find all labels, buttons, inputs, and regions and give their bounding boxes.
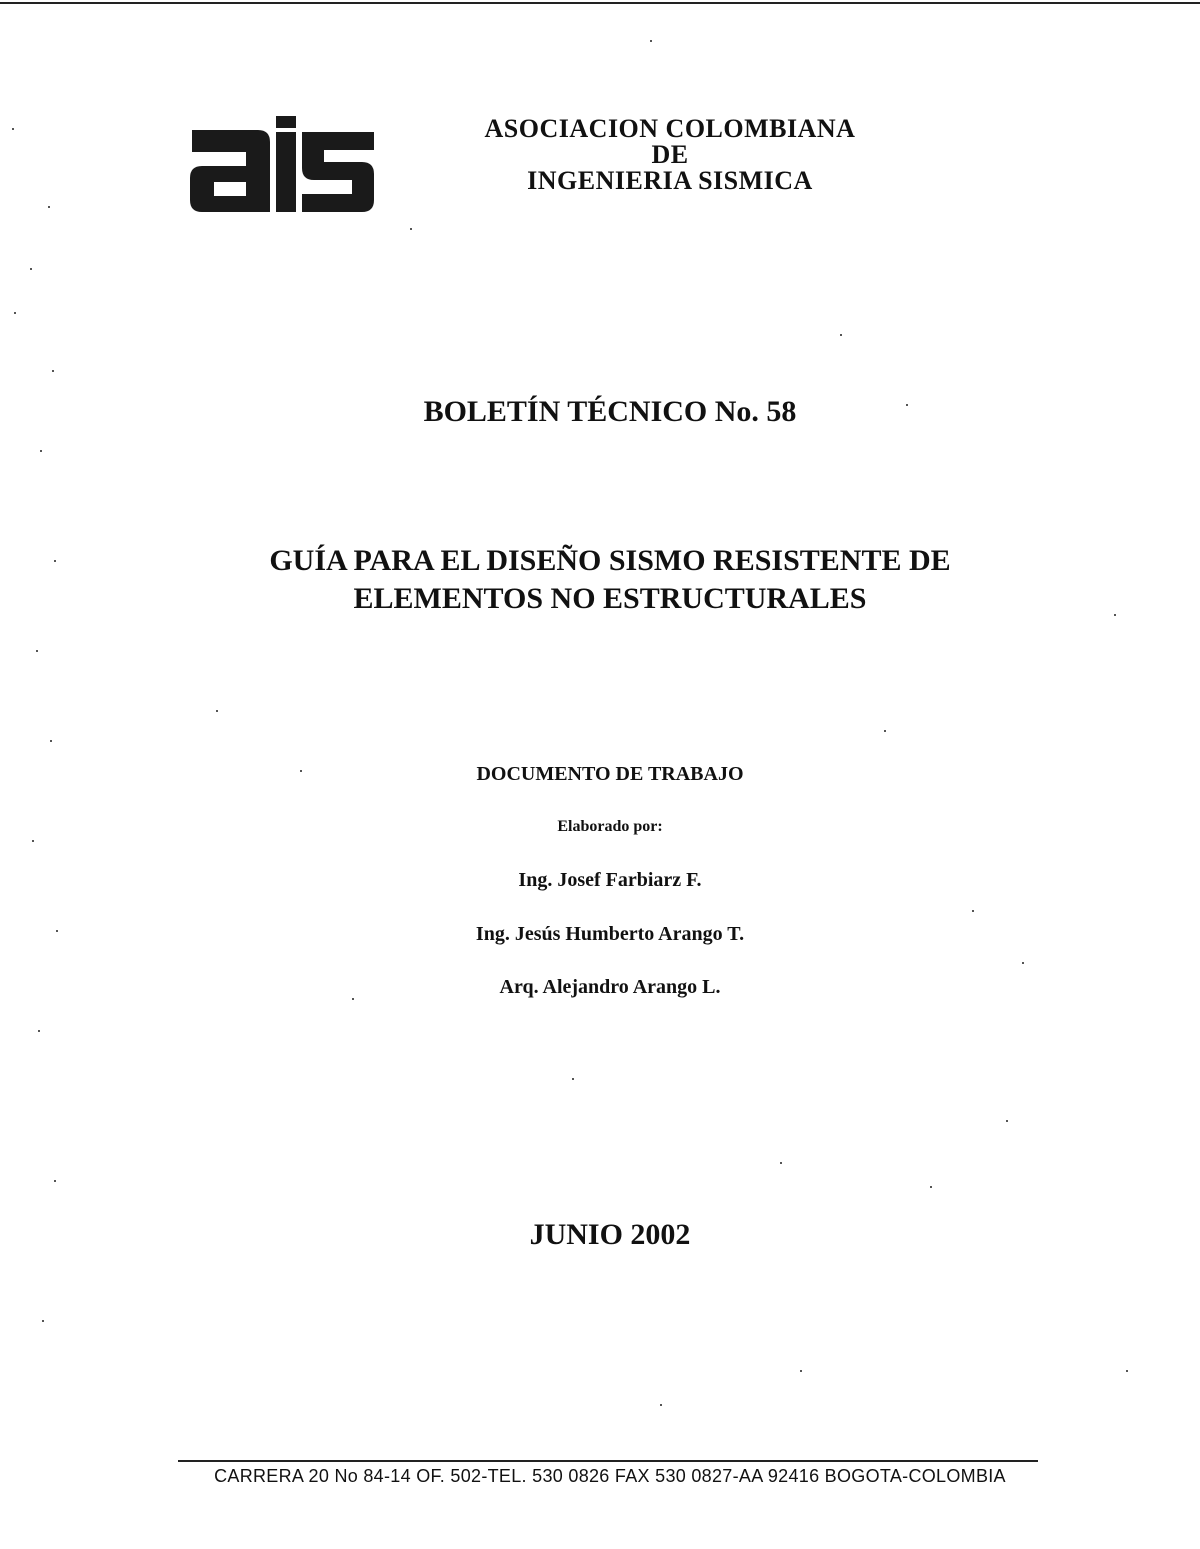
document-title bbox=[200, 542, 1020, 618]
top-border-line bbox=[0, 2, 1200, 4]
bulletin-number: BOLETÍN TÉCNICO No. 58 bbox=[423, 395, 797, 428]
footer-divider bbox=[178, 1460, 1038, 1462]
author-3: Arq. Alejandro Arango L. bbox=[499, 976, 721, 998]
org-line-1: ASOCIACION COLOMBIANA bbox=[484, 114, 856, 143]
org-line-3: INGENIERIA SISMICA bbox=[527, 166, 813, 195]
org-line-2: DE bbox=[651, 140, 689, 169]
ais-logo-icon bbox=[188, 116, 378, 216]
title-line-2: ELEMENTOS NO ESTRUCTURALES bbox=[353, 582, 867, 615]
prepared-by-label: Elaborado por: bbox=[557, 818, 663, 835]
author-2: Ing. Jesús Humberto Arango T. bbox=[475, 923, 745, 945]
footer-address: CARRERA 20 No 84-14 OF. 502-TEL. 530 0826 FAX 530 0827-AA 92416 BOGOTA-COLOMBIA bbox=[214, 1466, 1006, 1486]
title-line-1: GUÍA PARA EL DISEÑO SISMO RESISTENTE DE bbox=[269, 544, 951, 577]
organization-name bbox=[450, 116, 890, 194]
author-1: Ing. Josef Farbiarz F. bbox=[518, 869, 702, 891]
publication-date: JUNIO 2002 bbox=[529, 1218, 691, 1251]
document-type: DOCUMENTO DE TRABAJO bbox=[476, 763, 744, 785]
